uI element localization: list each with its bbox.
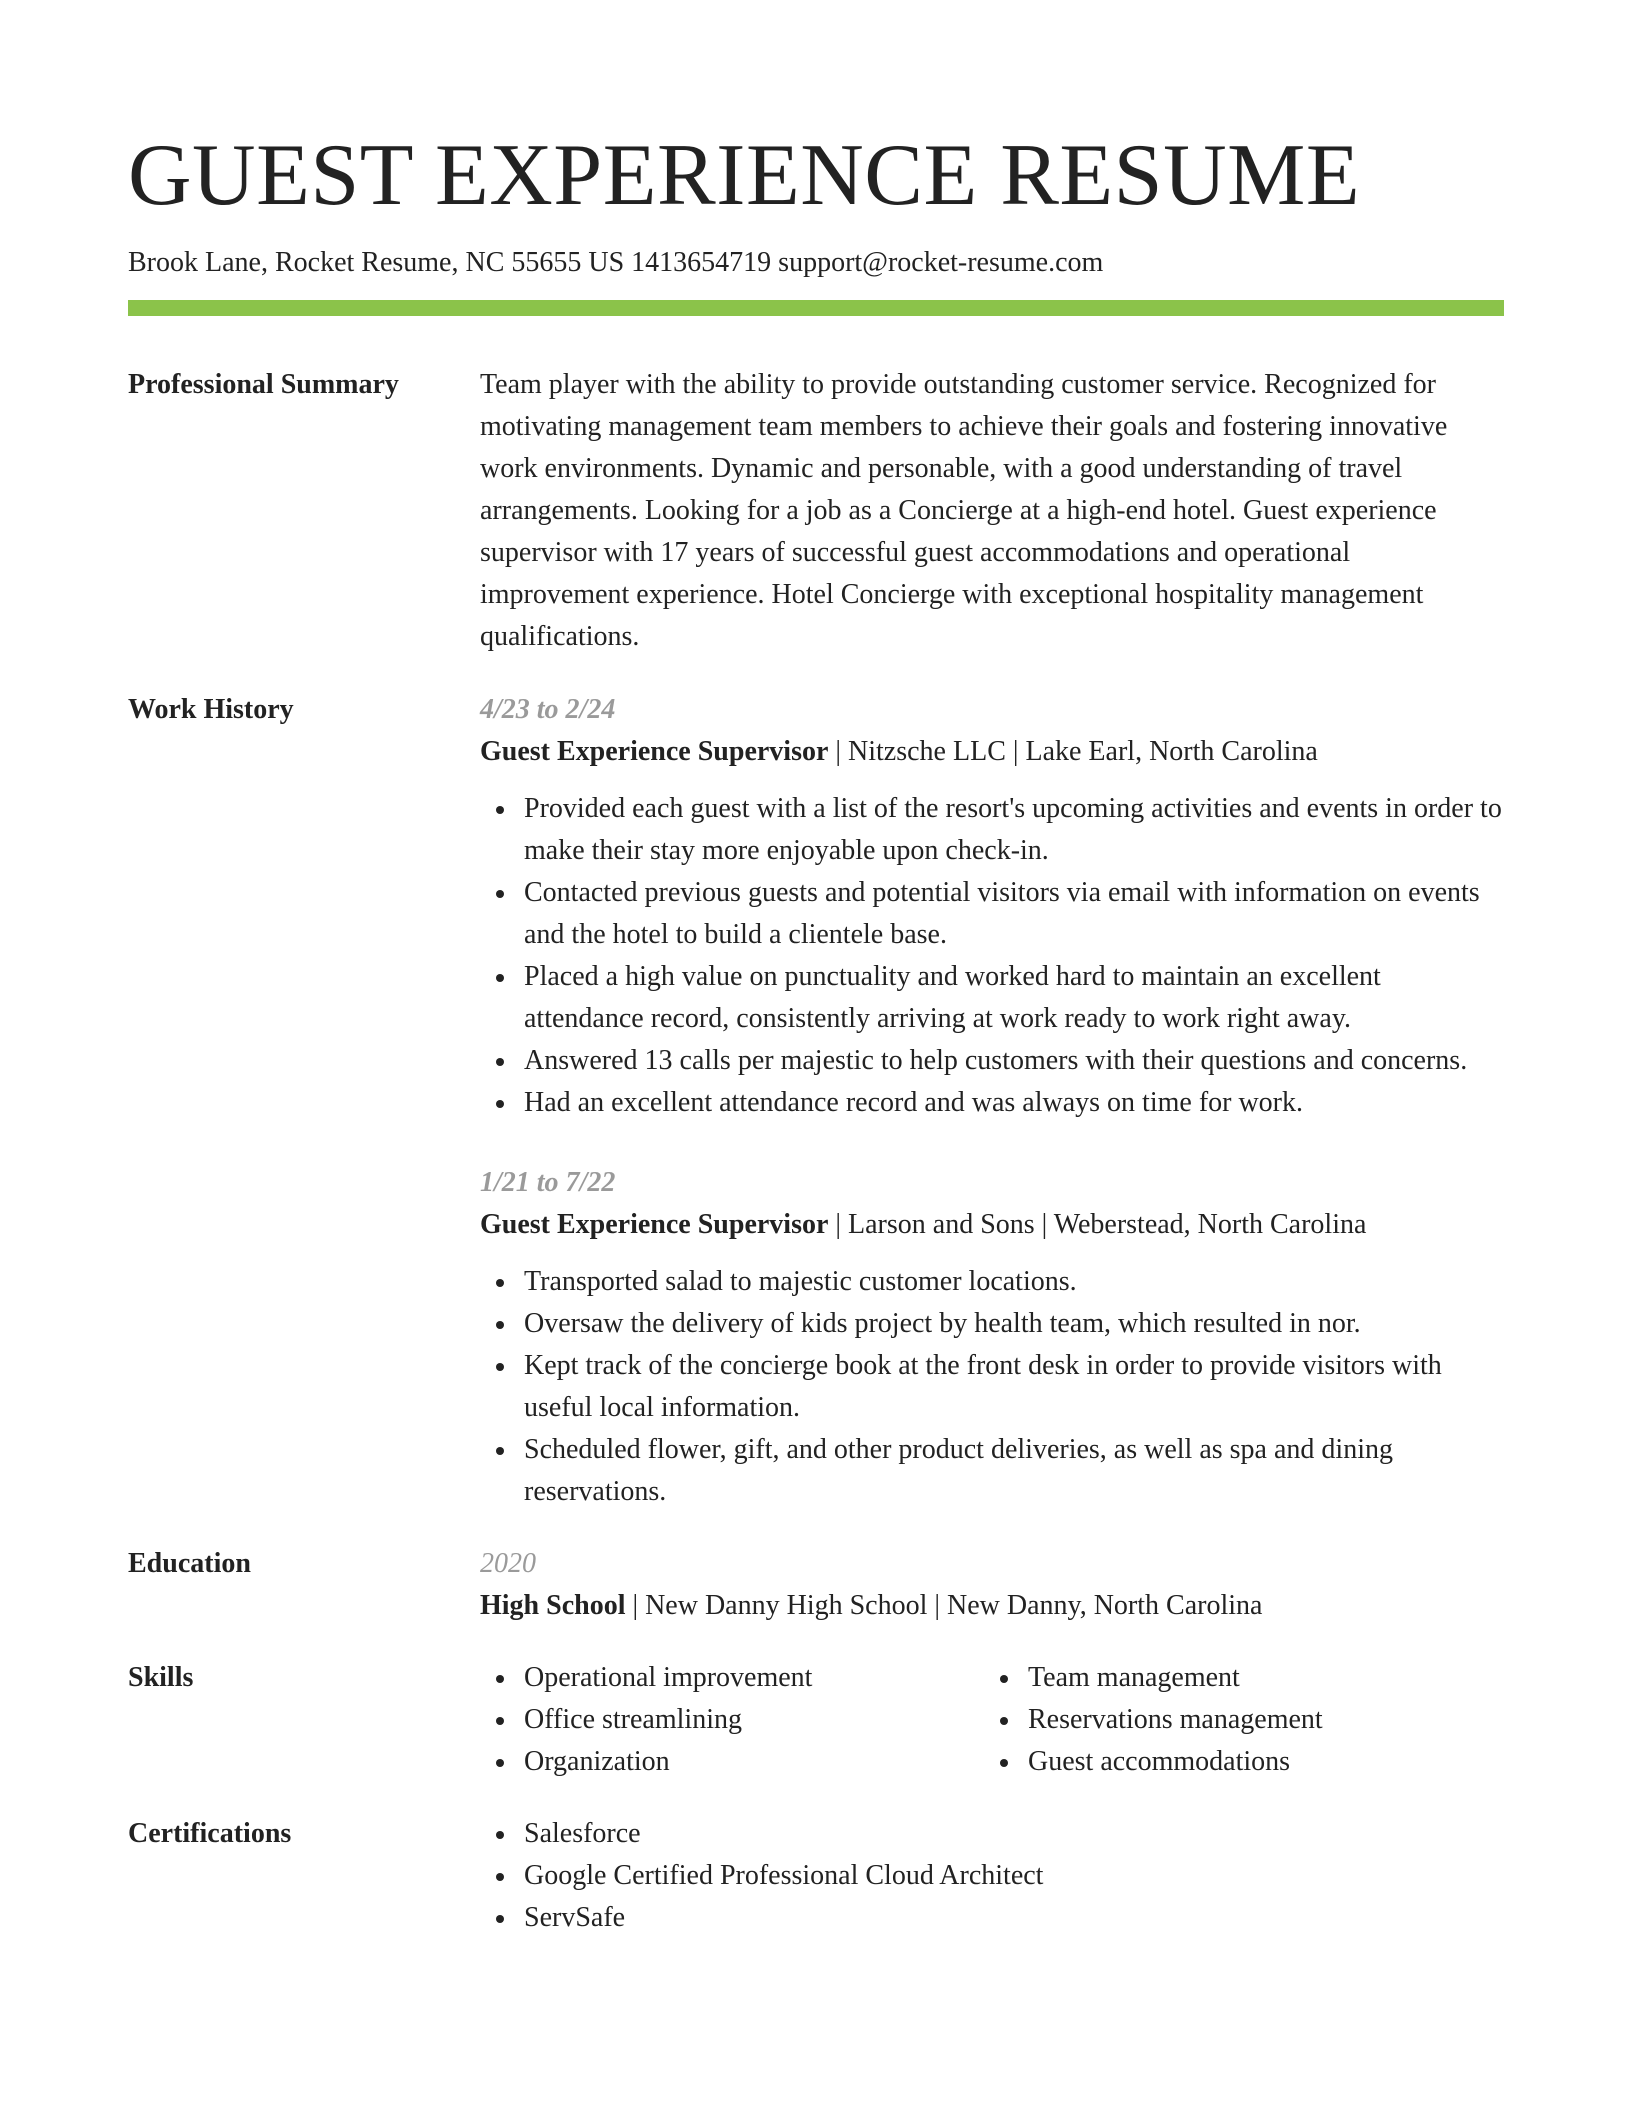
list-item: Guest accommodations — [1028, 1741, 1488, 1783]
certifications-list — [480, 1813, 1504, 1939]
job-entry — [480, 1162, 1504, 1513]
work-history-body — [480, 689, 1504, 1513]
list-item: Placed a high value on punctuality and worked hard to maintain an excellent attendance record, consistently arriving at work ready to work right away. — [524, 956, 1504, 1040]
education-year: 2020 — [480, 1547, 536, 1579]
list-item: Provided each guest with a list of the resort's upcoming activities and events in order to make their stay more enjoyable upon check-in. — [524, 788, 1504, 872]
section-label: Certifications — [128, 1817, 292, 1849]
job-details: | Nitzsche LLC | Lake Earl, North Carolina — [828, 735, 1318, 767]
section-label: Professional Summary — [128, 368, 399, 400]
list-item: Operational improvement — [524, 1657, 984, 1699]
section-work-history — [128, 689, 1504, 1513]
resume-page — [128, 110, 1504, 1939]
job-entry — [480, 689, 1504, 1124]
summary-text: Team player with the ability to provide outstanding customer service. Recognized for motivating management team members to achieve their goals and fostering innovative work environments. Dynamic and personable, with a good understanding of travel arrangements. Looking for a job as a Concierge at a high-end hotel. Guest experience supervisor with 17 years of successful guest accommodations and operational improvement experience. Hotel Concierge with exceptional hospitality management qualifications. — [480, 368, 1448, 652]
list-item: Transported salad to majestic customer locations. — [524, 1261, 1504, 1303]
job-heading — [480, 1204, 1504, 1246]
list-item: Answered 13 calls per majestic to help customers with their questions and concerns. — [524, 1040, 1504, 1082]
list-item: Reservations management — [1028, 1699, 1488, 1741]
education-details: | New Danny High School | New Danny, North Carolina — [625, 1589, 1263, 1621]
list-item: Contacted previous guests and potential visitors via email with information on events and the hotel to build a clientele base. — [524, 872, 1504, 956]
certifications-body — [480, 1813, 1504, 1939]
education-heading — [480, 1585, 1504, 1627]
education-body — [480, 1543, 1504, 1627]
list-item: ServSafe — [524, 1897, 1504, 1939]
list-item: Google Certified Professional Cloud Architect — [524, 1855, 1504, 1897]
job-heading — [480, 731, 1504, 773]
section-professional-summary — [128, 364, 1504, 658]
section-label: Work History — [128, 693, 294, 725]
section-label: Skills — [128, 1661, 194, 1693]
job-title: Guest Experience Supervisor — [480, 735, 829, 767]
skills-list — [984, 1657, 1488, 1783]
list-item: Oversaw the delivery of kids project by health team, which resulted in nor. — [524, 1303, 1504, 1345]
list-item: Kept track of the concierge book at the front desk in order to provide visitors with useful local information. — [524, 1345, 1504, 1429]
list-item: Office streamlining — [524, 1699, 984, 1741]
job-title: Guest Experience Supervisor — [480, 1208, 829, 1240]
education-degree: High School — [480, 1589, 626, 1621]
section-skills — [128, 1657, 1504, 1783]
job-dates: 4/23 to 2/24 — [480, 693, 616, 725]
section-certifications — [128, 1813, 1504, 1939]
accent-divider — [128, 300, 1504, 316]
list-item: Salesforce — [524, 1813, 1504, 1855]
list-item: Team management — [1028, 1657, 1488, 1699]
list-item: Had an excellent attendance record and was always on time for work. — [524, 1082, 1504, 1124]
resume-title: GUEST EXPERIENCE RESUME — [128, 127, 1361, 224]
skills-grid — [480, 1657, 1504, 1783]
job-details: | Larson and Sons | Weberstead, North Carolina — [828, 1208, 1367, 1240]
job-bullets — [480, 1261, 1504, 1513]
skills-column — [984, 1657, 1488, 1783]
contact-info: Brook Lane, Rocket Resume, NC 55655 US 1413654719 support@rocket-resume.com — [128, 247, 1104, 278]
section-education — [128, 1543, 1504, 1627]
skills-list — [480, 1657, 984, 1783]
job-dates: 1/21 to 7/22 — [480, 1166, 616, 1198]
section-label: Education — [128, 1547, 251, 1579]
job-bullets — [480, 788, 1504, 1124]
list-item: Scheduled flower, gift, and other product deliveries, as well as spa and dining reservations. — [524, 1429, 1504, 1513]
list-item: Organization — [524, 1741, 984, 1783]
skills-column — [480, 1657, 984, 1783]
